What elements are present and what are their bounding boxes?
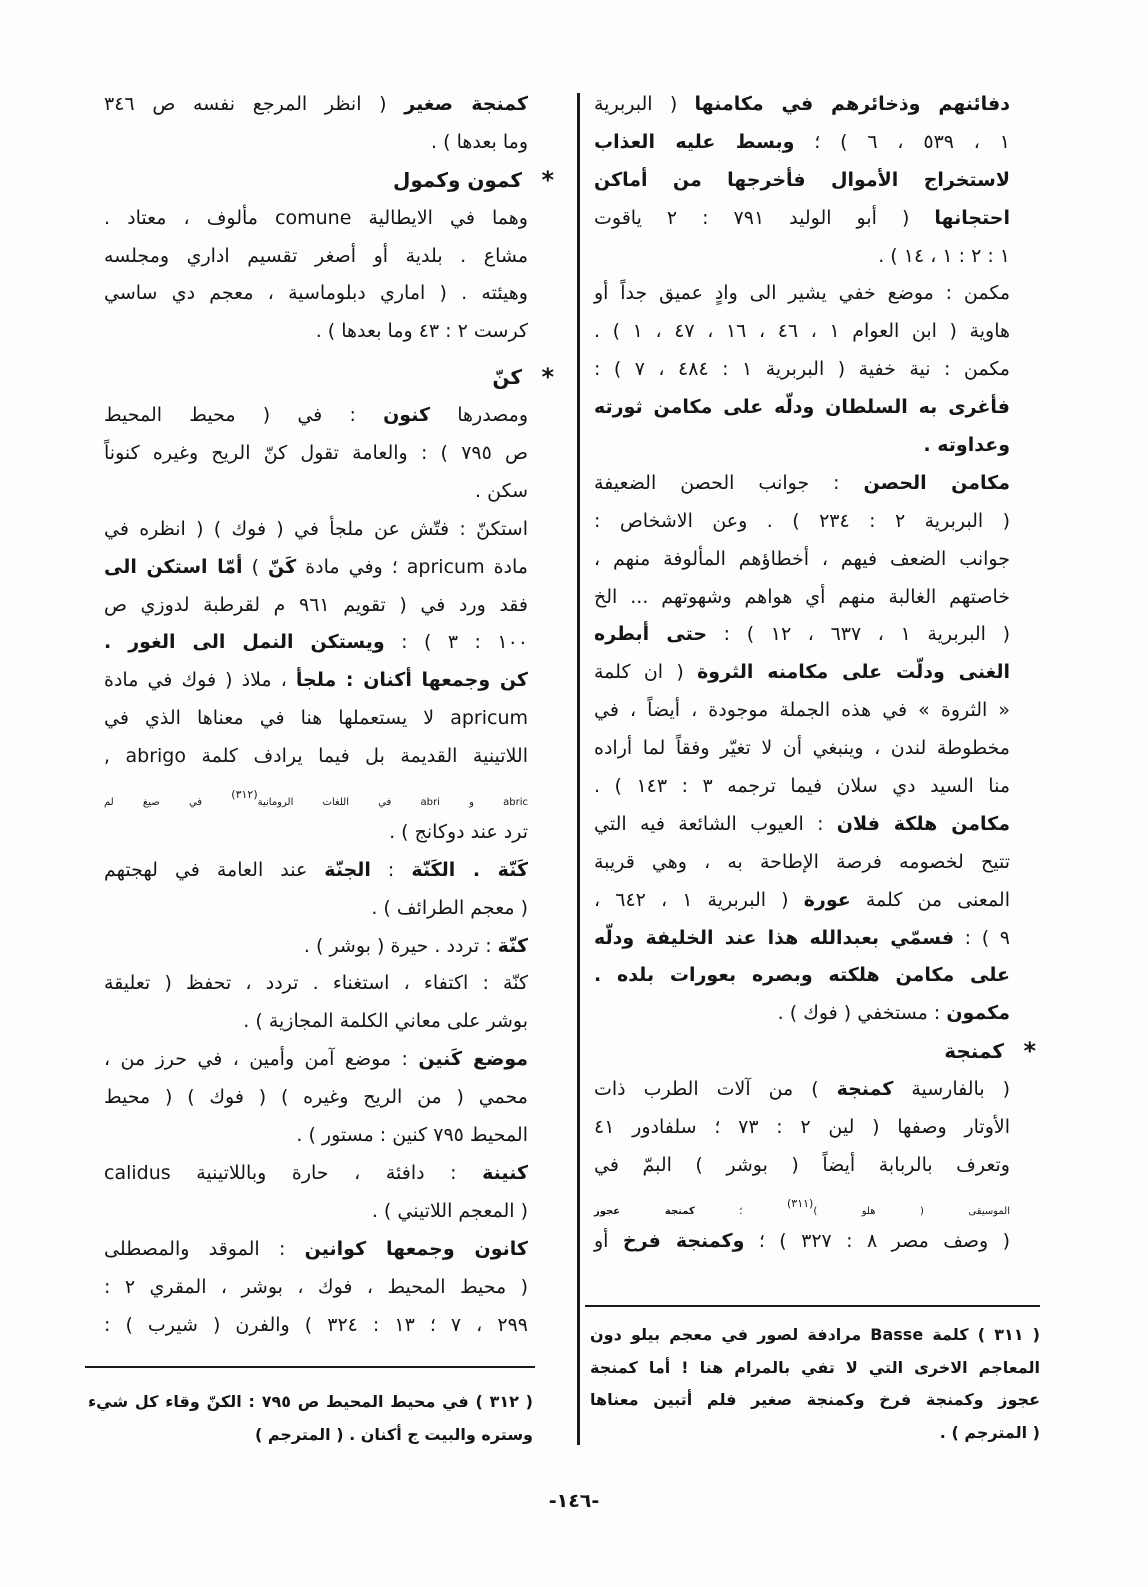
- text-line: [594, 1147, 1010, 1185]
- text-run: : موضع آمن وأمين ، في حرز من ،: [104, 1048, 419, 1071]
- text-line: [594, 844, 1010, 882]
- text-run: : تردد . حيرة ( بوشر ) .: [303, 934, 498, 957]
- text-line: [594, 654, 1010, 692]
- entry-heading: [104, 359, 554, 397]
- text-run: الموسيقى ( هلو ): [813, 1205, 1010, 1217]
- text-run: أو: [594, 1229, 623, 1252]
- footnote-312: [88, 1386, 533, 1451]
- text-line: [594, 427, 1010, 465]
- text-run: ص ٧٩٥ ) : والعامة تقول كنّ الريح وغيره كنوناً: [104, 442, 528, 465]
- text-run: ( البربرية ٢ : ٢٣٤ ) . وعن الاشخاص :: [594, 509, 1010, 532]
- text-line: [104, 511, 528, 549]
- text-run: ( ٣١١ ) كلمة Basse مرادفة لصور في معجم بيلو دون: [590, 1325, 1040, 1344]
- text-run: ( أبو الوليد ٧٩١ : ٢ ياقوت: [594, 206, 935, 229]
- text-line: [104, 124, 528, 162]
- footnote-311: [590, 1319, 1040, 1449]
- text-run: ( البربرية ١ ، ٦٤٢ ،: [594, 888, 804, 911]
- text-run: وتعرف بالربابة أيضاً ( بوشر ) البمّ في: [594, 1153, 1010, 1176]
- text-run: abric و abri في اللغات الرومانية: [257, 797, 529, 809]
- text-line: [594, 1185, 1010, 1223]
- bold-term: كنّة: [497, 934, 528, 957]
- text-line: [104, 928, 528, 966]
- bold-term: ويستكن النمل الى الغور .: [104, 631, 385, 654]
- text-run: : في ( محيط المحيط: [104, 404, 384, 427]
- text-run: ١ ، ٥٣٩ ، ٦ ) ؛: [794, 130, 1010, 153]
- text-run: ( معجم الطرائف ) .: [371, 896, 528, 919]
- text-run: مكمن : موضع خفي يشير الى وادٍ عميق جداً أو: [594, 282, 1010, 305]
- text-run: اللاتينية القديمة بل فيما يرادف كلمة abrigo ,: [104, 745, 528, 768]
- text-run: عند العامة في لهجتهم: [104, 858, 325, 881]
- text-line: [104, 1155, 528, 1193]
- entry-heading: [594, 1033, 1036, 1071]
- text-run: ( وصف مصر ٨ : ٣٢٧ ) ؛: [744, 1229, 1011, 1252]
- text-run: كرست ٢ : ٤٣ وما بعدها ) .: [315, 320, 528, 343]
- text-line: [590, 1384, 1040, 1417]
- text-run: : جوانب الحصن الضعيفة: [594, 471, 864, 494]
- text-run: ( المعجم اللاتيني ) .: [371, 1199, 528, 1222]
- text-run: ( محيط المحيط ، فوك ، بوشر ، المقري ٢ :: [104, 1275, 528, 1298]
- bold-term: مكامن هلكة فلان: [836, 812, 1010, 835]
- text-run: وهما في الايطالية comune مألوف ، معتاد .: [104, 206, 528, 229]
- text-line: [104, 313, 528, 351]
- text-run: تتيح لخصومه فرصة الإطاحة به ، وهي قريبة: [594, 850, 1010, 873]
- text-run: سكن .: [475, 479, 528, 502]
- column-divider: [577, 93, 580, 1445]
- text-run: ومصدرها: [430, 404, 528, 427]
- text-run: المعاجم الاخرى التي لا تفي بالمرام هنا ! أما كمنجة: [590, 1357, 1040, 1377]
- text-run: استكنّ : فتّش عن ملجأ في ( فوك ) ( انظره في: [104, 517, 528, 540]
- text-line: [594, 124, 1010, 162]
- text-line: [88, 1386, 533, 1419]
- bold-term: وبسط عليه العذاب: [594, 130, 795, 153]
- text-line: [594, 465, 1010, 503]
- footnote-ref: (٣١١): [786, 1196, 814, 1210]
- text-line: [594, 579, 1010, 617]
- text-line: [104, 1269, 528, 1307]
- text-line: [594, 920, 1010, 958]
- text-run: بوشر على معاني الكلمة المجازية ) .: [243, 1010, 528, 1033]
- text-line: [594, 806, 1010, 844]
- bold-term: الجنّة: [324, 858, 371, 881]
- text-line: [104, 814, 528, 852]
- text-run: ترد عند دوكانج ) .: [389, 820, 528, 843]
- text-line: [590, 1352, 1040, 1385]
- text-line: [594, 995, 1010, 1033]
- bold-term: وكمنجة فرخ: [622, 1229, 745, 1252]
- text-line: [104, 852, 528, 890]
- text-line: [594, 162, 1010, 200]
- footnote-separator-left: [85, 1366, 535, 1368]
- text-run: ٩ ) :: [954, 926, 1010, 949]
- text-run: ٢٩٩ ، ٧ ؛ ١٣ : ٣٢٤ ) والفرن ( شيرب ) :: [104, 1313, 528, 1336]
- text-line: [594, 957, 1010, 995]
- text-run: وهيئته . ( اماري دبلوماسية ، معجم دي ساسي: [104, 282, 528, 305]
- text-line: [104, 738, 528, 776]
- bold-term: كانون وجمعها كوانين: [304, 1237, 528, 1260]
- text-run: ): [242, 555, 269, 578]
- text-line: [104, 473, 528, 511]
- text-run: : العيوب الشائعة فيه التي: [594, 812, 837, 835]
- text-run: فقد ورد في ( تقويم ٩٦١ م لقرطبة لدوزي ص: [104, 593, 528, 616]
- text-line: [104, 776, 528, 814]
- text-line: [594, 313, 1010, 351]
- text-line: [594, 768, 1010, 806]
- text-line: [104, 1193, 528, 1231]
- text-run: ( البربرية: [594, 93, 695, 115]
- text-line: [594, 238, 1010, 276]
- text-run: المعنى من كلمة: [850, 888, 1011, 911]
- bold-term: كمون وكمول: [393, 167, 522, 192]
- text-run: جوانب الضعف فيهم ، أخطاؤهم المألوفة منهم ،: [594, 547, 1010, 570]
- page-number: -١٤٦-: [548, 1490, 600, 1512]
- bold-term: كن وجمعها أكنان : ملجأ: [295, 669, 528, 692]
- text-run: محمي ( من الريح وغيره ) ( فوك ) ( محيط: [104, 1086, 528, 1109]
- text-run: apricum لا يستعملها هنا في معناها الذي في: [104, 707, 528, 730]
- text-run: مشاع . بلدية أو أصغر تقسيم اداري ومجلسه: [104, 244, 528, 267]
- bold-term: دفائنهم وذخائرهم في مكامنها: [694, 93, 1010, 115]
- text-run: :: [370, 858, 412, 881]
- entry-heading: [104, 162, 554, 200]
- entry-marker: *: [541, 363, 554, 392]
- text-line: [104, 965, 528, 1003]
- text-run: في صيغ لم: [104, 797, 232, 809]
- bold-term: لاستخراج الأموال فأخرجها من أماكن: [594, 168, 1010, 191]
- text-line: [104, 1307, 528, 1345]
- bold-term: احتجانها: [934, 206, 1010, 229]
- bold-term: مكامن الحصن: [863, 471, 1010, 494]
- text-run: ( بالفارسية: [893, 1078, 1011, 1101]
- bold-term: موضع كَنين: [418, 1048, 528, 1071]
- text-run: ) من آلات الطرب ذات: [594, 1078, 837, 1101]
- text-line: [104, 435, 528, 473]
- text-run: الأوتار وصفها ( لين ٢ : ٧٣ ؛ سلفادور ٤١: [594, 1116, 1010, 1139]
- bold-term: حتى أبطره: [594, 623, 708, 646]
- text-line: [104, 587, 528, 625]
- text-line: [104, 1231, 528, 1269]
- text-run: عجوز وكمنجة فرخ وكمنجة صغير فلم أتبين معناها: [590, 1390, 1040, 1409]
- right-column: [594, 86, 1036, 1261]
- bold-term: عورة: [803, 888, 851, 911]
- text-run: هاوية ( ابن العوام ١ ، ٤٦ ، ١٦ ، ٤٧ ، ١ ) .: [594, 320, 1011, 343]
- bold-term: الغنى ودلّت على مكامنه الثروة: [697, 661, 1010, 684]
- text-run: ( البربرية ١ ، ٦٣٧ ، ١٢ ) :: [707, 623, 1010, 646]
- text-line: [594, 389, 1010, 427]
- text-run: المحيط ٧٩٥ كنين : مستور ) .: [296, 1124, 528, 1147]
- text-line: [594, 1071, 1010, 1109]
- text-line: [594, 882, 1010, 920]
- text-line: [594, 730, 1010, 768]
- text-line: [594, 351, 1010, 389]
- text-run: منا السيد دي سلان فيما ترجمه ٣ : ١٤٣ ) .: [594, 775, 1011, 798]
- text-run: : مستخفي ( فوك ) .: [777, 1002, 947, 1025]
- text-run: مخطوطة لندن ، وينبغي أن لا تغيّر وفقاً لما أراده: [594, 737, 1010, 760]
- text-line: [590, 1417, 1040, 1450]
- text-run: وما بعدها ) .: [431, 130, 528, 153]
- entry-marker: *: [541, 165, 554, 194]
- bold-term: كنّ: [492, 365, 522, 390]
- text-line: [104, 890, 528, 928]
- text-line: [104, 238, 528, 276]
- bold-term: مكمون: [946, 1002, 1010, 1025]
- text-line: [104, 1079, 528, 1117]
- text-line: [104, 86, 528, 124]
- text-run: وستره والبيت ج أكنان . ( المترجم ): [254, 1424, 533, 1444]
- text-run: ١٠٠ : ٣ ) :: [384, 631, 528, 654]
- bold-term: كمنجة صغير: [404, 93, 528, 115]
- text-line: [594, 200, 1010, 238]
- bold-term: كمنجة: [836, 1078, 894, 1101]
- bold-term: كنون: [383, 404, 430, 427]
- text-line: [104, 1003, 528, 1041]
- text-run: ( ان كلمة: [594, 661, 698, 684]
- text-line: [594, 616, 1010, 654]
- footnote-separator-right: [585, 1305, 1040, 1307]
- text-line: [594, 692, 1010, 730]
- text-run: كنّة : اكتفاء ، استغناء . تردد ، تحفظ ( تعليقة: [104, 972, 528, 995]
- text-line: [594, 1223, 1010, 1261]
- text-run: ( انظر المرجع نفسه ص ٣٤٦: [104, 93, 405, 115]
- text-run: ؛: [694, 1205, 787, 1217]
- text-line: [594, 541, 1010, 579]
- text-run: ( المترجم ) .: [939, 1422, 1040, 1442]
- bold-term: وعداوته .: [923, 434, 1010, 457]
- text-run: ١ : ٢ : ١ ، ١٤ ) .: [878, 244, 1010, 267]
- bold-term: فأغرى به السلطان ودلّه على مكامن ثورته: [594, 396, 1010, 419]
- text-line: [104, 549, 528, 587]
- bold-term: كمنجة: [944, 1039, 1004, 1064]
- bold-term: كنينة: [482, 1161, 528, 1184]
- bold-term: كَنّة . الكَنّة: [411, 858, 528, 881]
- bold-term: كمنجة عجوز: [594, 1205, 695, 1217]
- text-line: [104, 397, 528, 435]
- entry-marker: *: [1023, 1037, 1036, 1066]
- text-line: [104, 1041, 528, 1079]
- text-line: [104, 1117, 528, 1155]
- text-line: [594, 503, 1010, 541]
- text-line: [594, 1109, 1010, 1147]
- text-run: « الثروة » في هذه الجملة موجودة ، أيضاً ، في: [594, 699, 1010, 722]
- text-line: [590, 1319, 1040, 1352]
- footnote-ref: (٣١٢): [231, 788, 258, 802]
- bold-term: فسمّي بعبدالله هذا عند الخليفة ودلّه: [594, 926, 955, 949]
- text-run: مادة apricum ؛ وفي مادة: [296, 555, 528, 578]
- text-run: ( ٣١٢ ) في محيط المحيط ص ٧٩٥ : الكنّ وقاء كل شيء: [88, 1392, 533, 1411]
- bold-term: كَنّ: [268, 555, 297, 578]
- left-column: [104, 86, 554, 1344]
- bold-term: أمّا استكن الى: [104, 555, 243, 578]
- text-line: [104, 624, 528, 662]
- text-line: [104, 662, 528, 700]
- text-run: : الموقد والمصطلى: [104, 1237, 305, 1260]
- text-run: : دافئة ، حارة وباللاتينية calidus: [104, 1161, 483, 1184]
- text-run: خاصتهم الغالبة منهم أي هواهم وشهوتهم ... الخ: [594, 585, 1010, 608]
- text-line: [104, 200, 528, 238]
- text-run: مكمن : نية خفية ( البربرية ١ : ٤٨٤ ، ٧ ) :: [594, 358, 1010, 381]
- bold-term: على مكامن هلكته وبصره بعورات بلده .: [594, 964, 1010, 987]
- text-line: [104, 700, 528, 738]
- text-line: [104, 275, 528, 313]
- text-run: ، ملاذ ( فوك في مادة: [104, 669, 296, 692]
- text-line: [594, 275, 1010, 313]
- text-line: [88, 1419, 533, 1452]
- text-line: [594, 86, 1010, 124]
